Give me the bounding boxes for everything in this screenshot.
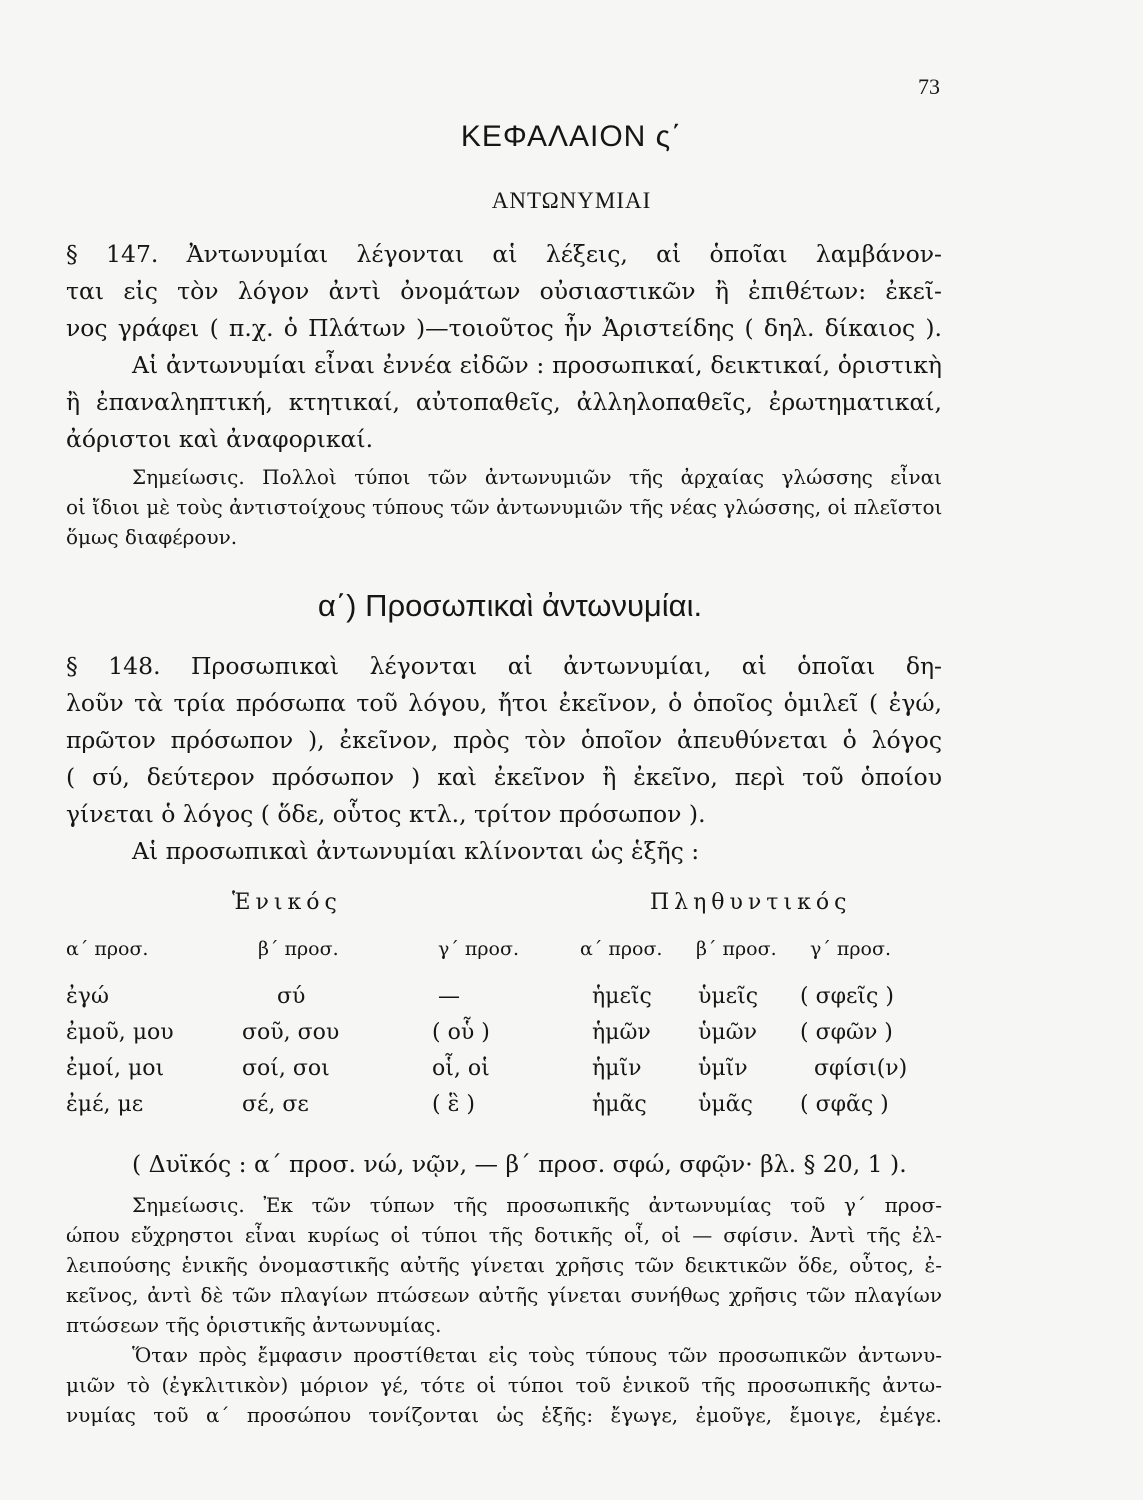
- person-header: γ΄ προσ.: [810, 938, 892, 960]
- text-line: Αἱ ἀντωνυμίαι εἶναι ἐννέα εἰδῶν : προσωπικαί, δεικτικαί, ὁριστικὴ: [132, 351, 942, 379]
- form-cell: ἡμῶν: [592, 1020, 651, 1045]
- note-line: ώπου εὔχρηστοι εἶναι κυρίως οἱ τύποι τῆς δοτικῆς οἷ, οἱ — σφίσιν. Ἀντὶ τῆς ἐλ-: [66, 1223, 942, 1247]
- note-line: Ὅταν πρὸς ἔμφασιν προστίθεται εἰς τοὺς τύπους τῶν προσωπικῶν ἀντωνυ-: [132, 1343, 942, 1367]
- note-line: πτώσεων τῆς ὁριστικῆς ἀντωνυμίας.: [66, 1313, 442, 1337]
- text-line: νος γράφει ( π.χ. ὁ Πλάτων )—τοιοῦτος ἦν Ἀριστείδης ( δηλ. δίκαιος ).: [66, 314, 942, 342]
- person-header: γ΄ προσ.: [438, 938, 520, 960]
- note-line: οἱ ἴδιοι μὲ τοὺς ἀντιστοίχους τύπους τῶν ἀντωνυμιῶν τῆς νέας γλώσσης, οἱ πλεῖστοι: [66, 495, 943, 519]
- form-cell: ( σφᾶς ): [800, 1092, 889, 1117]
- text-line: ἢ ἐπαναληπτική, κτητικαί, αὐτοπαθεῖς, ἀλληλοπαθεῖς, ἐρωτηματικαί,: [66, 388, 942, 416]
- form-cell: οἷ, οἱ: [432, 1056, 490, 1081]
- singular-header: Ἑνικός: [232, 890, 342, 915]
- form-cell: ἐμοί, μοι: [66, 1056, 165, 1081]
- person-header: β΄ προσ.: [258, 938, 339, 960]
- section-heading: α΄) Προσωπικαὶ ἀντωνυμίαι.: [317, 588, 703, 623]
- person-header: α΄ προσ.: [66, 938, 149, 960]
- chapter-subtitle: ΑΝΤΩΝΥΜΙΑΙ: [491, 188, 652, 213]
- form-cell: ὑμᾶς: [698, 1092, 753, 1117]
- form-cell: ὑμῶν: [698, 1020, 757, 1045]
- note-line: μιῶν τὸ (ἐγκλιτικὸν) μόριον γέ, τότε οἱ τύποι τοῦ ἑνικοῦ τῆς προσωπικῆς ἀντω-: [66, 1373, 942, 1397]
- chapter-title: ΚΕΦΑΛΑΙΟΝ ς΄: [460, 120, 683, 153]
- note-line: Σημείωσις. Ἐκ τῶν τύπων τῆς προσωπικῆς ἀντωνυμίας τοῦ γ΄ προσ-: [132, 1193, 942, 1217]
- form-cell: ἐγώ: [66, 984, 109, 1009]
- form-cell: σφίσι(ν): [814, 1056, 908, 1081]
- form-cell: ἡμᾶς: [592, 1092, 647, 1117]
- note-line: νυμίας τοῦ α΄ προσώπου τονίζονται ὡς ἑξῆς: ἔγωγε, ἐμοῦγε, ἔμοιγε, ἐμέγε.: [66, 1403, 942, 1427]
- form-cell: σύ: [277, 984, 306, 1009]
- form-cell: ( ἓ ): [432, 1092, 475, 1117]
- form-cell: ( οὗ ): [432, 1020, 490, 1045]
- person-header: β΄ προσ.: [696, 938, 777, 960]
- plural-header: Πληθυντικός: [650, 890, 852, 915]
- form-cell: σέ, σε: [242, 1092, 309, 1117]
- text-line: ται εἰς τὸν λόγον ἀντὶ ὀνομάτων οὐσιαστικῶν ἢ ἐπιθέτων: ἐκεῖ-: [66, 277, 942, 305]
- page-number: 73: [918, 74, 940, 99]
- text-line: ( Δυϊκός : α΄ προσ. νώ, νῷν, — β΄ προσ. σφώ, σφῷν· βλ. § 20, 1 ).: [132, 1150, 907, 1178]
- note-line: ὅμως διαφέρουν.: [66, 525, 238, 549]
- text-line: ( σύ, δεύτερον πρόσωπον ) καὶ ἐκεῖνον ἢ ἐκεῖνο, περὶ τοῦ ὁποίου: [66, 763, 942, 791]
- note-148: [66, 1190, 942, 1430]
- dual-forms-line: [66, 1146, 942, 1183]
- form-cell: ἡμεῖς: [592, 984, 652, 1009]
- text-line: ἀόριστοι καὶ ἀναφορικαί.: [66, 425, 374, 453]
- form-cell: ( σφῶν ): [800, 1020, 893, 1045]
- note-line: κεῖνος, ἀντὶ δὲ τῶν πλαγίων πτώσεων αὐτῆς γίνεται συνήθως χρῆσις τῶν πλαγίων: [66, 1283, 942, 1307]
- form-cell: ὑμεῖς: [698, 984, 759, 1009]
- form-cell: ( σφεῖς ): [800, 984, 894, 1009]
- text-line: § 147. Ἀντωνυμίαι λέγονται αἱ λέξεις, αἱ ὁποῖαι λαμβάνον-: [66, 240, 942, 268]
- form-cell: ἐμοῦ, μου: [66, 1020, 174, 1045]
- note-line: Σημείωσις. Πολλοὶ τύποι τῶν ἀντωνυμιῶν τῆς ἀρχαίας γλώσσης εἶναι: [132, 465, 942, 489]
- note-line: λειπούσης ἑνικῆς ὀνομαστικῆς αὐτῆς γίνεται χρῆσις τῶν δεικτικῶν ὅδε, οὗτος, ἐ-: [66, 1253, 942, 1277]
- text-line: λοῦν τὰ τρία πρόσωπα τοῦ λόγου, ἤτοι ἐκεῖνον, ὁ ὁποῖος ὁμιλεῖ ( ἐγώ,: [66, 689, 942, 717]
- text-line: γίνεται ὁ λόγος ( ὅδε, οὗτος κτλ., τρίτον πρόσωπον ).: [66, 800, 706, 828]
- form-cell: ἡμῖν: [592, 1056, 642, 1081]
- text-line: Αἱ προσωπικαὶ ἀντωνυμίαι κλίνονται ὡς ἑξῆς :: [132, 837, 700, 865]
- form-cell: σοί, σοι: [242, 1056, 330, 1081]
- form-cell: ἐμέ, με: [66, 1092, 144, 1117]
- person-header: α΄ προσ.: [580, 938, 663, 960]
- form-cell: σοῦ, σου: [242, 1020, 340, 1045]
- form-cell: —: [438, 984, 460, 1009]
- text-line: § 148. Προσωπικαὶ λέγονται αἱ ἀντωνυμίαι, αἱ ὁποῖαι δη-: [66, 652, 942, 680]
- form-cell: ὑμῖν: [698, 1056, 748, 1081]
- text-line: πρῶτον πρόσωπον ), ἐκεῖνον, πρὸς τὸν ὁποῖον ἀπευθύνεται ὁ λόγος: [66, 726, 942, 754]
